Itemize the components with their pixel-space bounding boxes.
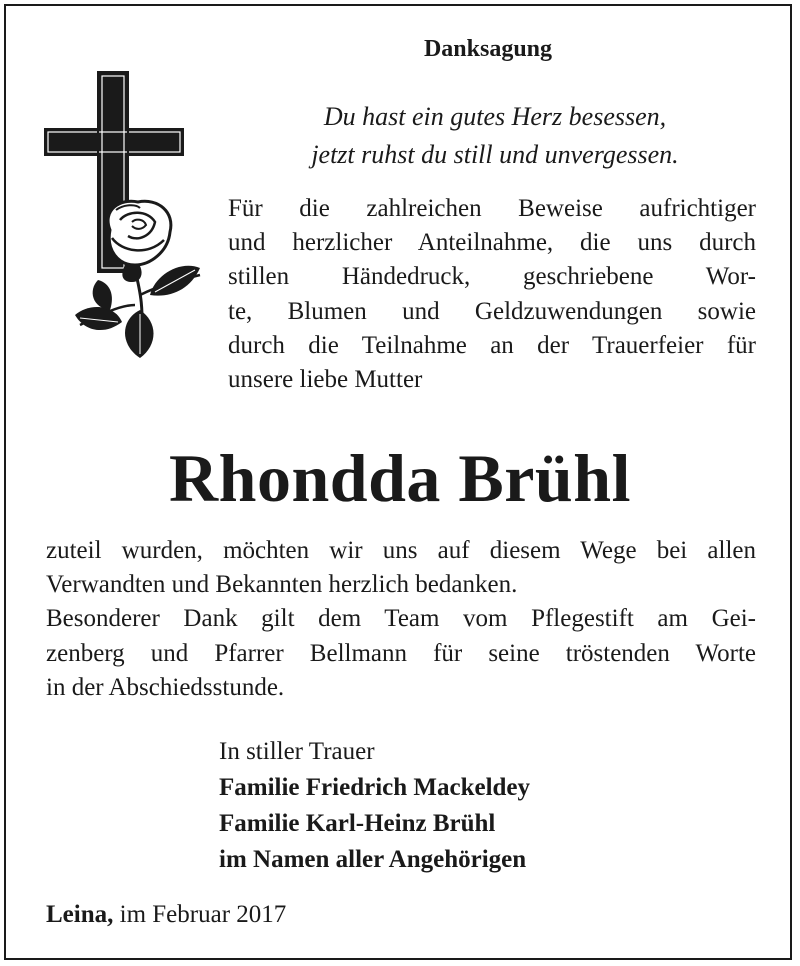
signature-intro: In stiller Trauer	[219, 738, 375, 765]
intro-line: unsere liebe Mutter	[228, 366, 423, 394]
place-town: Leina,	[46, 901, 114, 928]
signature-family: Familie Friedrich Mackeldey	[219, 774, 531, 801]
deceased-name: Rhondda Brühl	[169, 440, 631, 516]
thanks-paragraph	[46, 534, 756, 705]
intro-line: und herzlicher Anteilnahme, die uns durch	[228, 229, 756, 257]
intro-paragraph	[228, 192, 756, 397]
signature-block	[219, 734, 530, 878]
place-date	[46, 898, 286, 932]
signature-family: Familie Karl-Heinz Brühl	[219, 810, 496, 837]
thanks-line: Besonderer Dank gilt dem Team vom Pflegestift am Gei-	[46, 605, 756, 633]
intro-line: stillen Händedruck, geschriebene Wor-	[228, 263, 756, 291]
thanks-line: Verwandten und Bekannten herzlich bedanken.	[46, 571, 518, 599]
place-date-text: im Februar 2017	[119, 901, 287, 928]
cross-rose-emblem	[40, 70, 210, 360]
intro-line: Für die zahlreichen Beweise aufrichtiger	[228, 195, 756, 222]
thanks-line: zenberg und Pfarrer Bellmann für seine tröstenden Worte	[46, 639, 756, 667]
thanks-line: in der Abschiedsstunde.	[46, 673, 285, 701]
intro-line: te, Blumen und Geldzuwendungen sowie	[228, 297, 756, 325]
verse-line: Du hast ein gutes Herz besessen,	[323, 102, 667, 131]
signature-family: im Namen aller Angehörigen	[219, 846, 527, 873]
thanks-line: zuteil wurden, möchten wir uns auf diesem Wege bei allen	[46, 537, 756, 564]
verse-line: jetzt ruhst du still und unvergessen.	[311, 140, 679, 169]
rose-icon	[75, 201, 200, 358]
verse-quote	[230, 98, 760, 174]
notice-heading: Danksagung	[423, 36, 553, 62]
intro-line: durch die Teilnahme an der Trauerfeier für	[228, 331, 756, 359]
